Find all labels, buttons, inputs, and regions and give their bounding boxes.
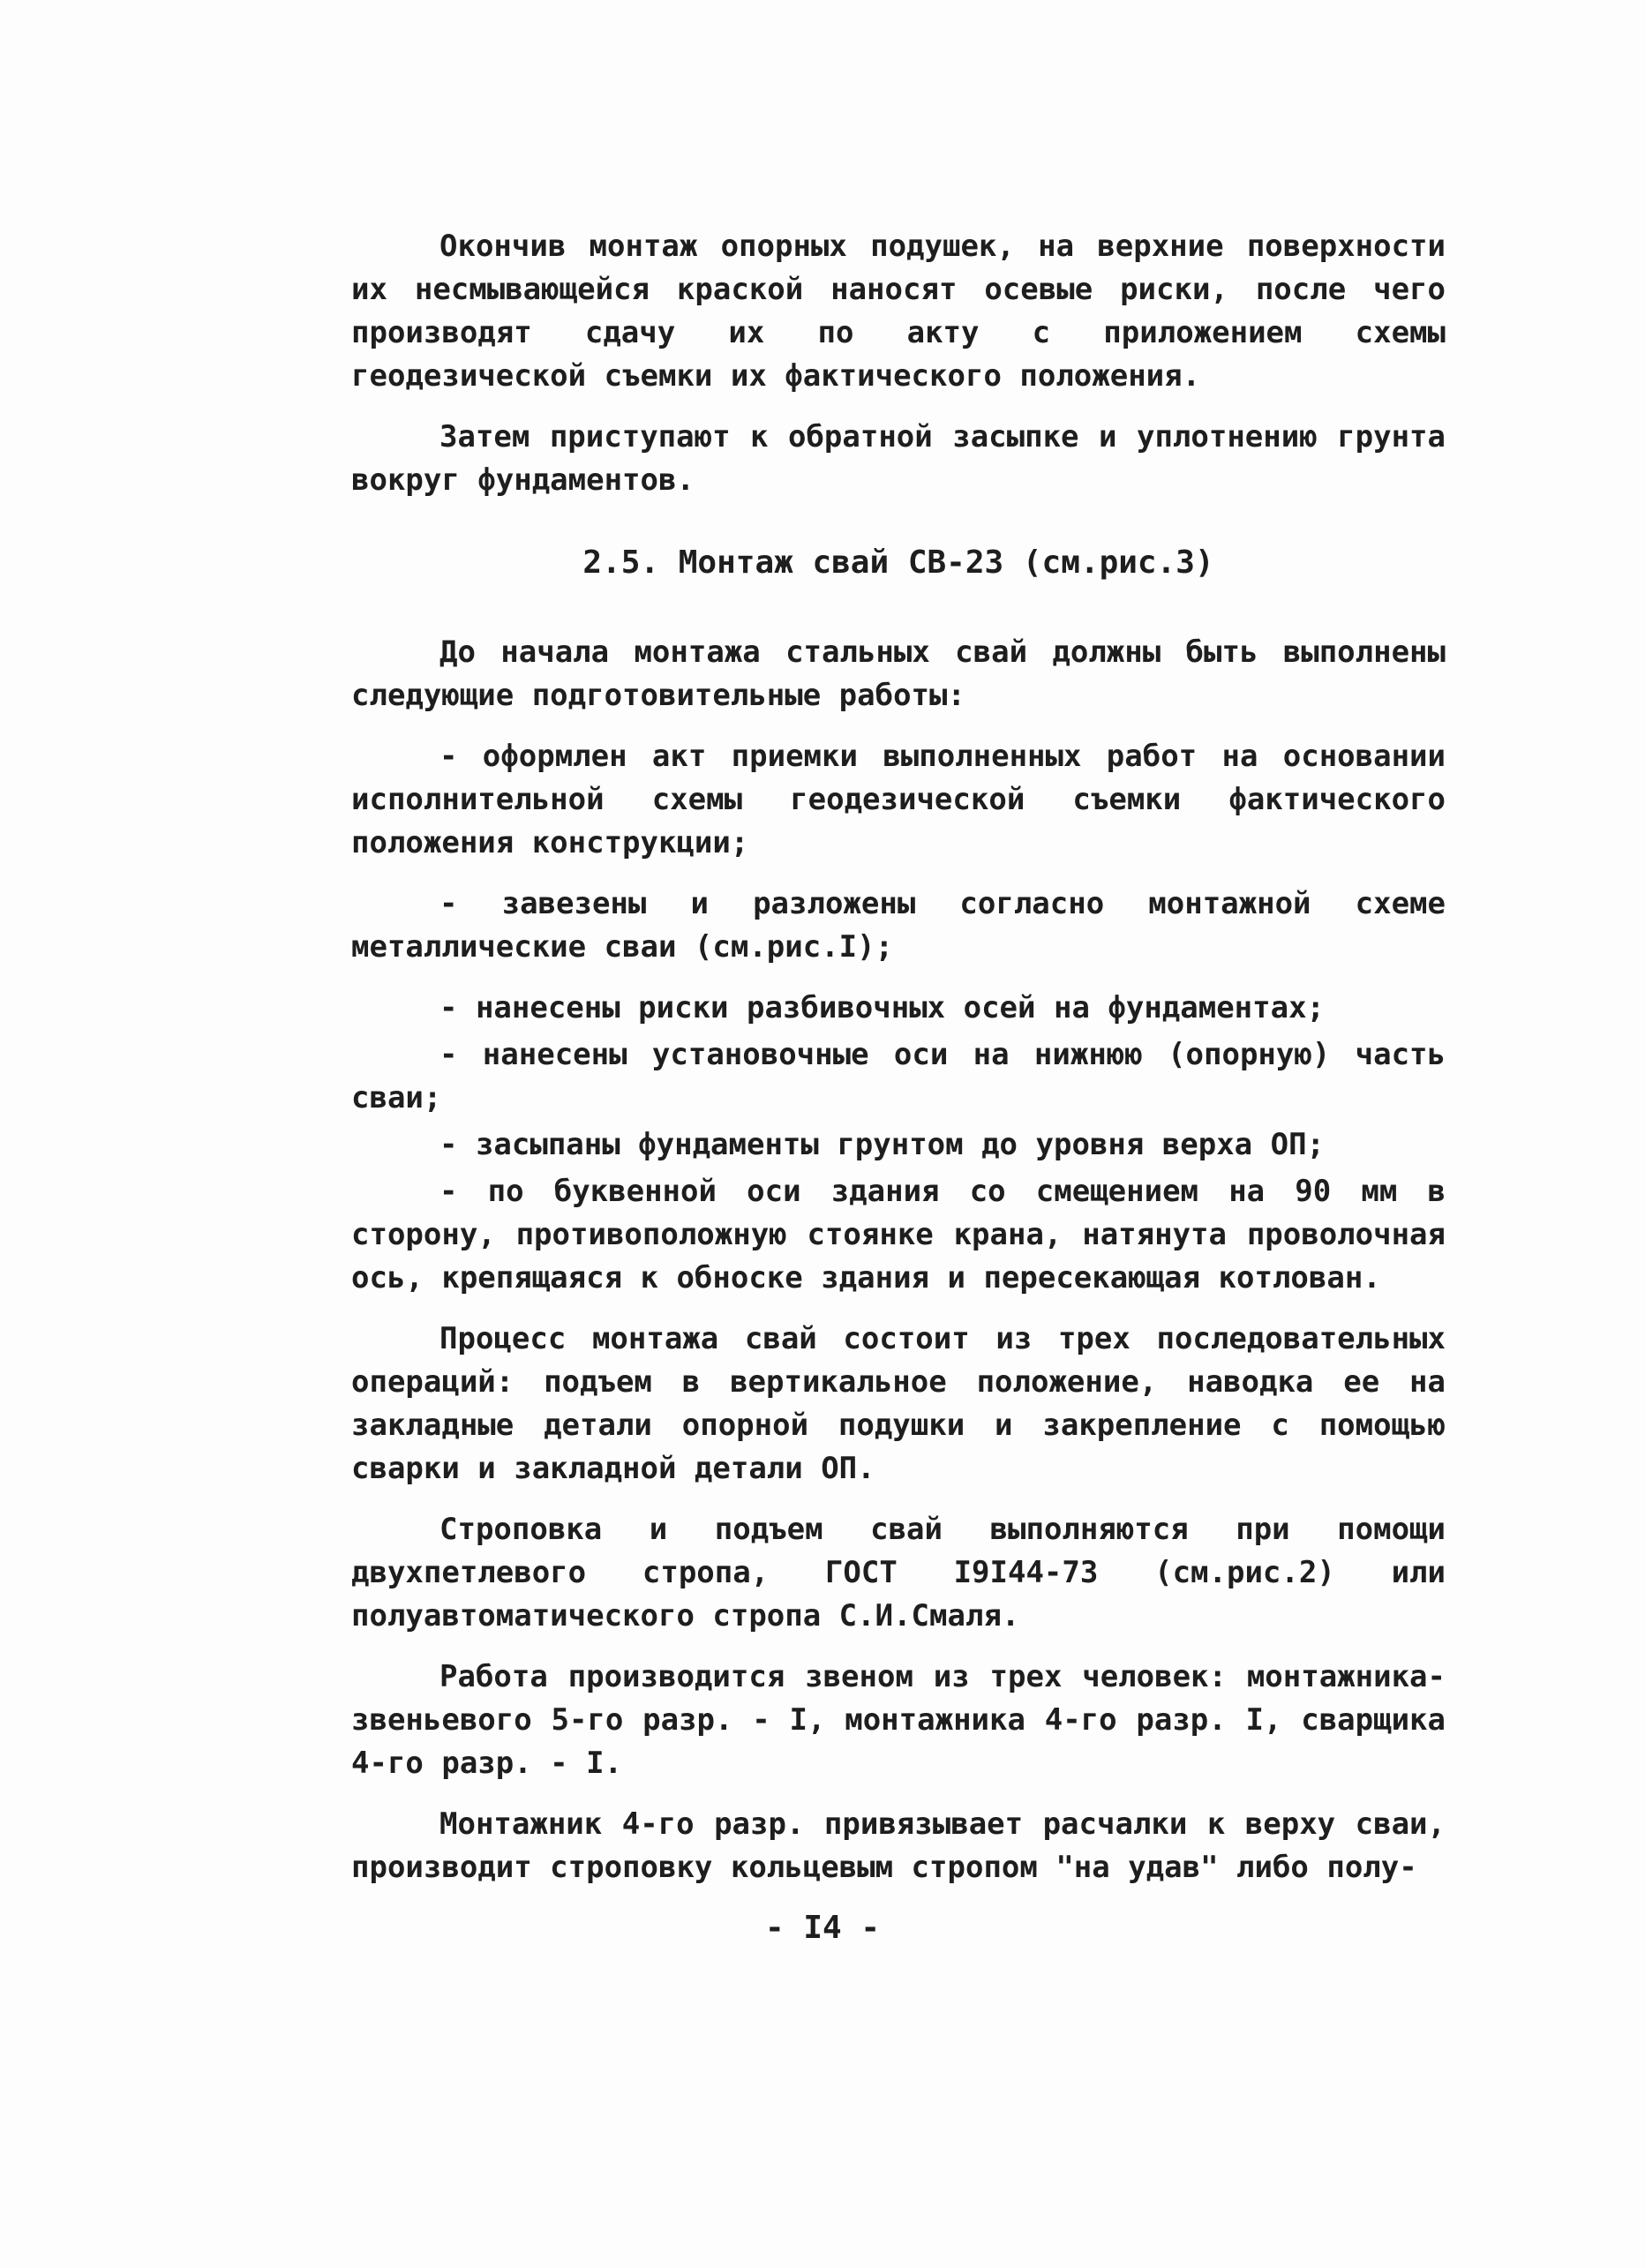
list-item-wire-axis: - по буквенной оси здания со смещением на 90 мм в сторону, противоположную стоянке крана, натянута проволочная ось, крепящаяся к обноске здания и пересекающая котлован.	[351, 1174, 1446, 1295]
list-item-foundations-backfilled: - засыпаны фундаменты грунтом до уровня верха ОП;	[439, 1127, 1326, 1162]
paragraph-mounting-completion: Окончив монтаж опорных подушек, на верхние поверхности их несмывающейся краской наносят осевые риски, после чего производят сдачу их по акту с приложением схемы геодезической съемки их фактического положения.	[351, 229, 1446, 394]
list-item-setting-axes: - нанесены установочные оси на нижнюю (опорную) часть сваи;	[351, 1037, 1446, 1115]
paragraph-backfill: Затем приступают к обратной засыпке и уплотнению грунта вокруг фундаментов.	[351, 419, 1446, 498]
paragraph-slinging: Строповка и подъем свай выполняются при помощи двухпетлевого стропа, ГОСТ I9I44-73 (см.рис.2) или полуавтоматического стропа С.И.Смаля.	[351, 1512, 1446, 1633]
list-item-piles-delivered: - завезены и разложены согласно монтажной схеме металлические сваи (см.рис.I);	[351, 886, 1446, 965]
body-text	[351, 225, 1446, 1907]
section-heading: 2.5. Монтаж свай СВ-23 (см.рис.3)	[582, 544, 1214, 581]
list-item-acceptance-act: - оформлен акт приемки выполненных работ на основании исполнительной схемы геодезической съемки фактического положения конструкции;	[351, 739, 1446, 860]
paragraph-installer-duties: Монтажник 4-го разр. привязывает расчалки к верху сваи, производит строповку кольцевым стропом "на удав" либо полу-	[351, 1806, 1446, 1885]
list-item-axis-marks: - нанесены риски разбивочных осей на фундаментах;	[439, 990, 1326, 1025]
page-number: - I4 -	[764, 1910, 881, 1946]
paragraph-crew: Работа производится звеном из трех человек: монтажника-звеньевого 5-го разр. - I, монтажника 4-го разр. I, сварщика 4-го разр. - I.	[351, 1659, 1446, 1781]
paragraph-preparatory-works: До начала монтажа стальных свай должны быть выполнены следующие подготовительные работы:	[351, 635, 1446, 713]
paragraph-mounting-process: Процесс монтажа свай состоит из трех последовательных операций: подъем в вертикальное положение, наводка ее на закладные детали опорной подушки и закрепление с помощью сварки и закладной детали ОП.	[351, 1321, 1446, 1486]
